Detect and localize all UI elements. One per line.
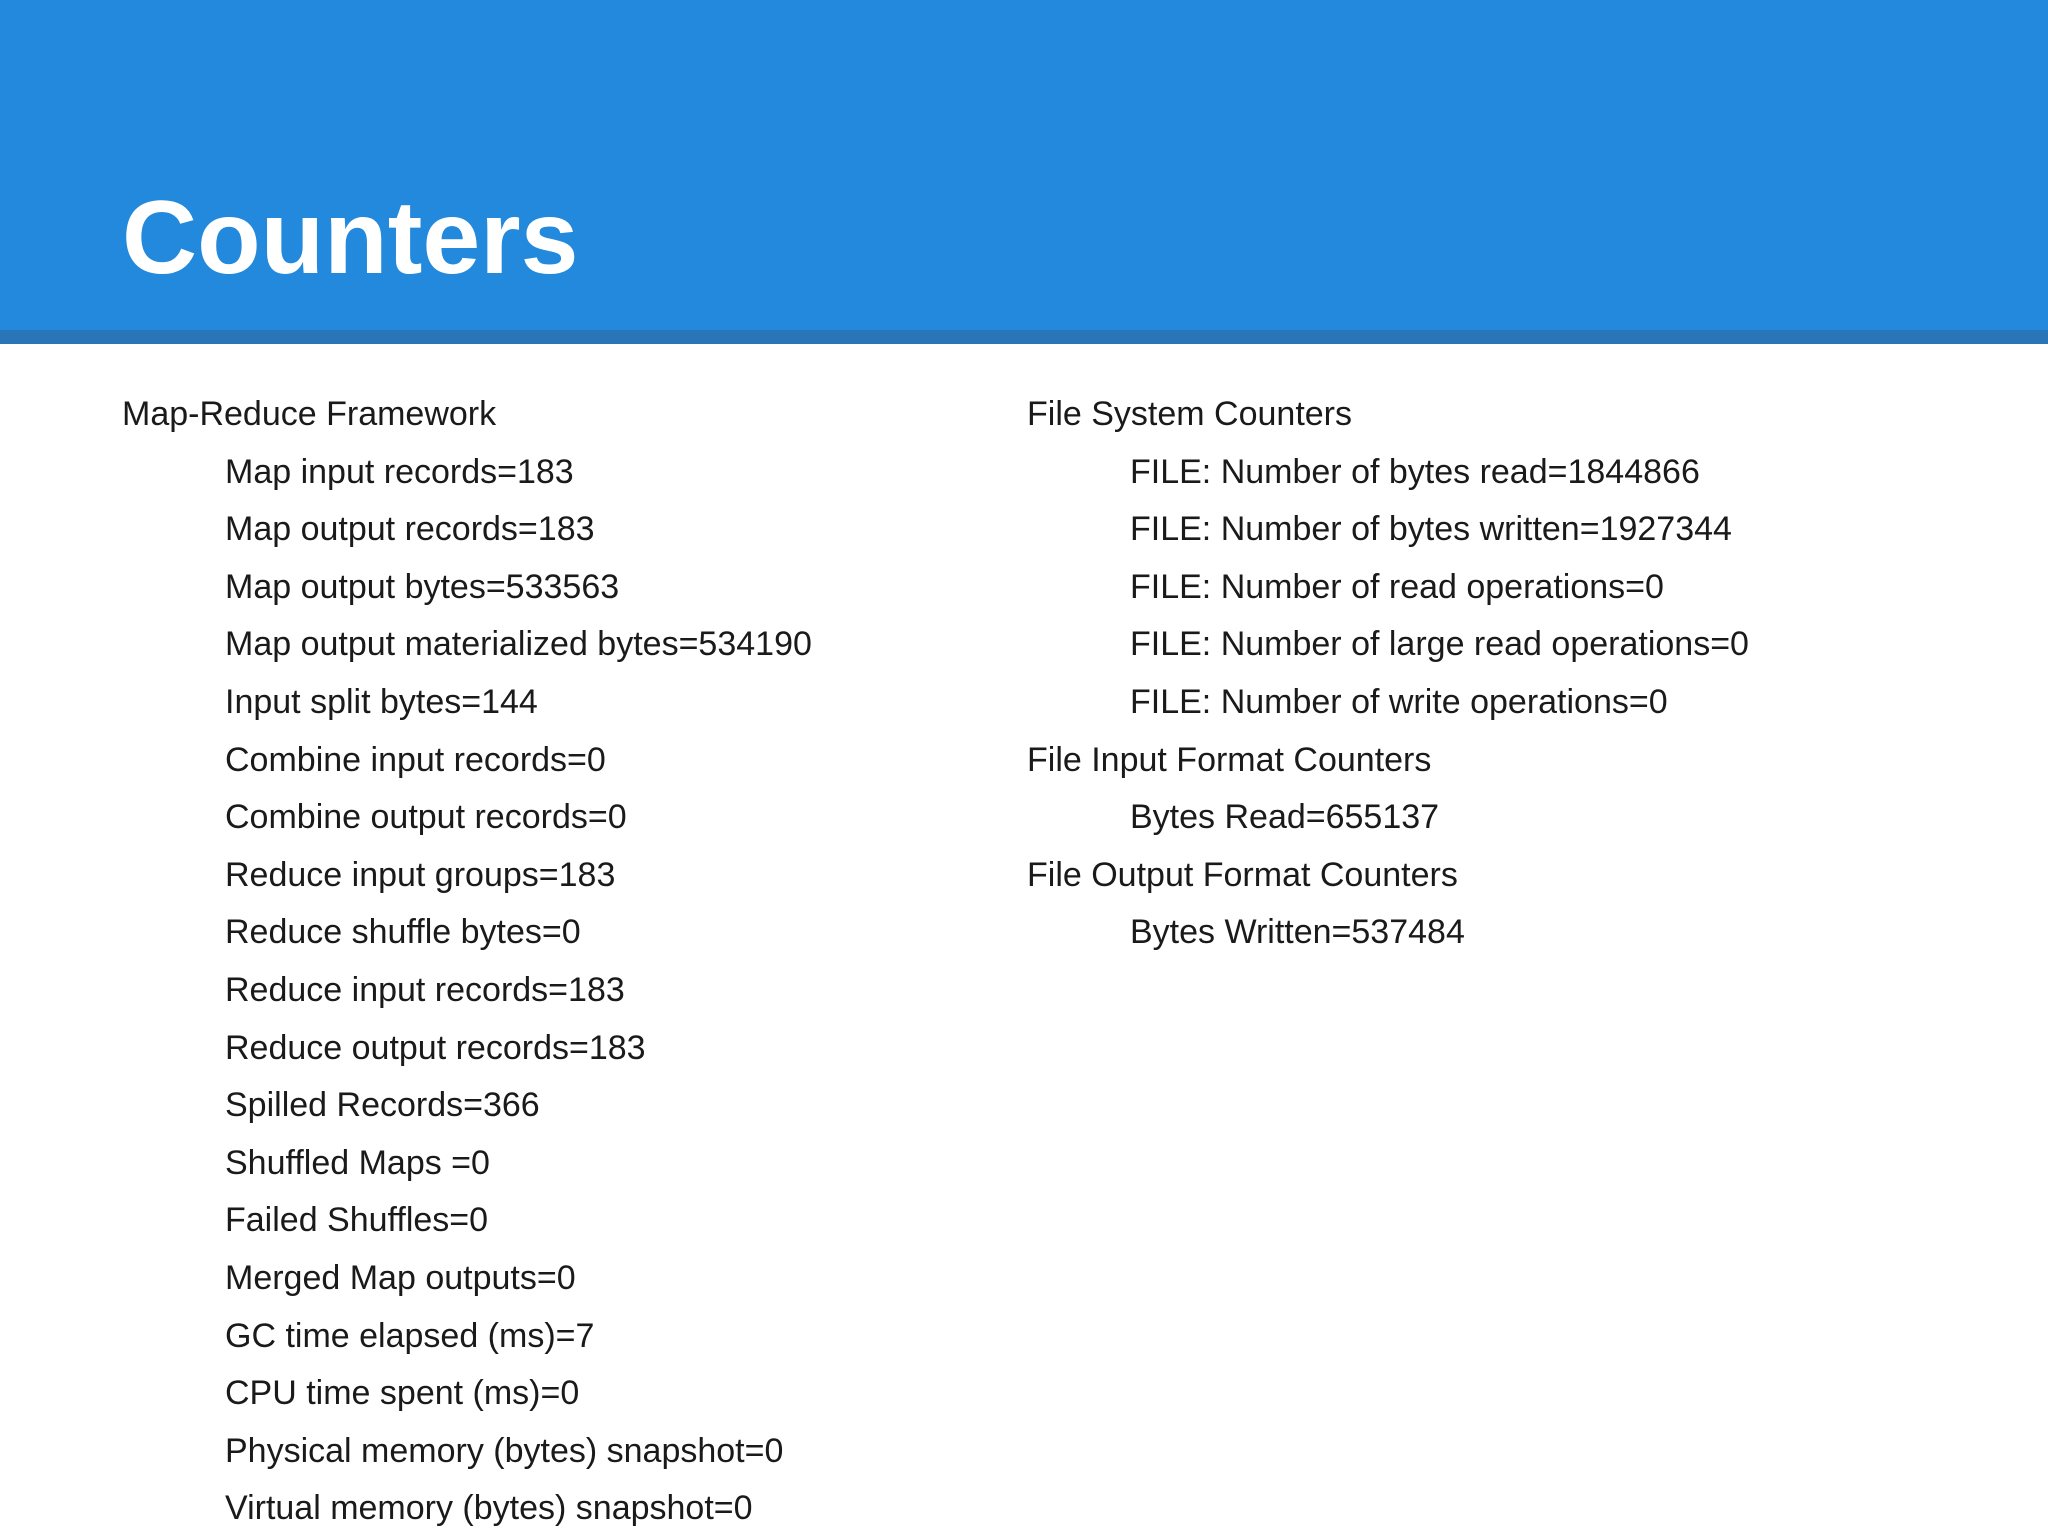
counter-item: Virtual memory (bytes) snapshot=0 [225, 1489, 753, 1528]
counter-item: Reduce shuffle bytes=0 [225, 913, 581, 952]
counter-item: Spilled Records=366 [225, 1086, 540, 1125]
counter-group-heading: Map-Reduce Framework [122, 395, 497, 433]
file-counters-column [1027, 386, 2017, 962]
counter-item: FILE: Number of bytes written=1927344 [1130, 510, 1732, 549]
slide-title: Counters [122, 180, 579, 296]
counter-item: Bytes Read=655137 [1130, 798, 1440, 837]
counter-item: Combine output records=0 [225, 798, 627, 837]
counter-item: Map output bytes=533563 [225, 567, 620, 606]
counter-item: Map output records=183 [225, 510, 595, 549]
map-reduce-counters-column [122, 386, 1002, 1538]
counter-item: FILE: Number of write operations=0 [1130, 682, 1668, 721]
counter-item: Reduce output records=183 [225, 1028, 646, 1067]
counter-item: FILE: Number of bytes read=1844866 [1130, 452, 1700, 491]
header-rule [0, 330, 2048, 344]
counter-item: Input split bytes=144 [225, 682, 538, 721]
counter-item: FILE: Number of large read operations=0 [1130, 625, 1749, 664]
counter-item: Merged Map outputs=0 [225, 1258, 576, 1297]
counter-item: Shuffled Maps =0 [225, 1143, 490, 1182]
counter-group-heading: File Input Format Counters [1027, 740, 1432, 779]
counter-item: Map input records=183 [225, 452, 574, 491]
counter-item: Reduce input groups=183 [225, 855, 616, 894]
counter-item: FILE: Number of read operations=0 [1130, 567, 1664, 606]
counter-item: Combine input records=0 [225, 740, 606, 779]
counter-item: Reduce input records=183 [225, 970, 625, 1009]
counter-item: Physical memory (bytes) snapshot=0 [225, 1431, 784, 1470]
counter-item: Map output materialized bytes=534190 [225, 625, 812, 664]
counter-group-heading: File System Counters [1027, 395, 1352, 433]
counter-item: Failed Shuffles=0 [225, 1201, 489, 1240]
counter-item: GC time elapsed (ms)=7 [225, 1316, 595, 1355]
counter-item: Bytes Written=537484 [1130, 913, 1465, 952]
counter-group-heading: File Output Format Counters [1027, 855, 1458, 894]
counter-item: CPU time spent (ms)=0 [225, 1374, 580, 1413]
